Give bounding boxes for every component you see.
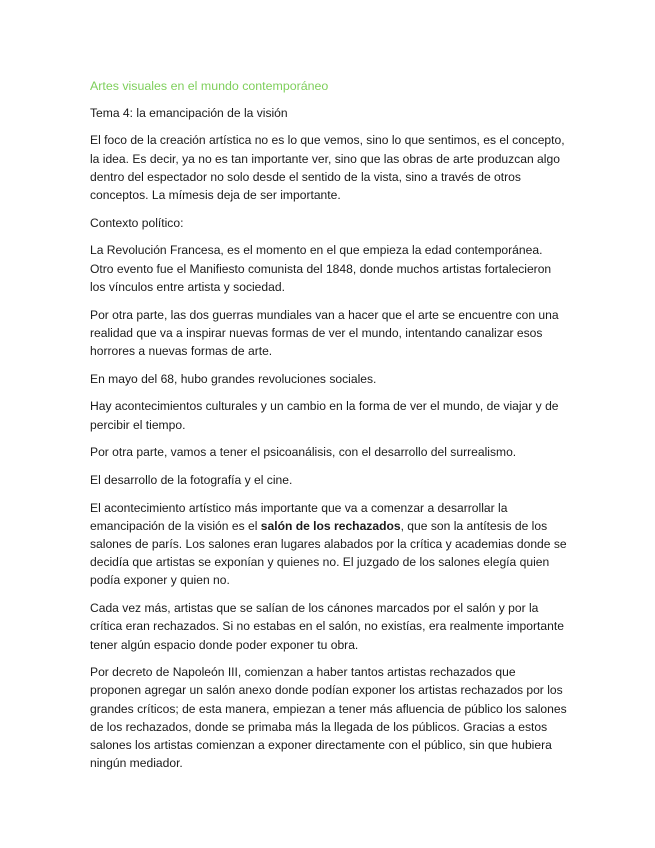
paragraph-intro: El foco de la creación artística no es lo que vemos, sino lo que sentimos, es el concepto, la idea. Es decir, ya no es tan importante ver, sino que las obras de arte produzcan algo dentro del espectador no solo desde el sentido de la vista, sino a través de otros conceptos. La mímesis deja de ser importante. bbox=[90, 133, 565, 203]
paragraph-psychoanalysis: Por otra parte, vamos a tener el psicoanálisis, con el desarrollo del surrealismo. bbox=[90, 445, 517, 460]
paragraph-world-wars: Por otra parte, las dos guerras mundiales van a hacer que el arte se encuentre con una realidad que va a inspirar nuevas formas de ver el mundo, intentando canalizar esos horrores a nuevas formas de arte. bbox=[90, 307, 559, 358]
document-page bbox=[90, 72, 568, 782]
paragraph-napoleon-decree: Por decreto de Napoleón III, comienzan a haber tantos artistas rechazados que proponen agregar un salón anexo donde podían exponer los artistas rechazados por los grandes críticos; de esta manera, empiezan a tener más afluencia de público los salones de los rechazados, donde se primaba más la llegada de los públicos. Gracias a estos salones los artistas comienzan a exponer directamente con el público, sin que hubiera ningún mediador. bbox=[90, 665, 567, 771]
paragraph-salon-text-b: , que son la antítesis de los salones de parís. Los salones eran lugares alabados por la crítica y academias donde se decidía que artistas se exponían y quienes no. El juzgado de los salones elegía quien podía exponer y quien no. bbox=[90, 518, 567, 588]
paragraph-context-heading: Contexto político: bbox=[90, 215, 184, 230]
paragraph-rejected-artists: Cada vez más, artistas que se salían de los cánones marcados por el salón y por la crítica eran rechazados. Si no estabas en el salón, no existías, era realmente importante tener algún espacio donde poder exponer tu obra. bbox=[90, 601, 564, 652]
document-subtitle: Tema 4: la emancipación de la visión bbox=[90, 106, 288, 121]
paragraph-french-revolution: La Revolución Francesa, es el momento en el que empieza la edad contemporánea. Otro evento fue el Manifiesto comunista del 1848, donde muchos artistas fortalecieron los vínculos entre artista y sociedad. bbox=[90, 243, 552, 294]
paragraph-photography-cinema: El desarrollo de la fotografía y el cine. bbox=[90, 472, 293, 487]
paragraph-salon-rechazados bbox=[90, 499, 568, 590]
paragraph-salon-text-a: El acontecimiento artístico más importante que va a comenzar a desarrollar la emancipación de la visión es el bbox=[90, 500, 508, 533]
salon-rechazados-bold: salón de los rechazados bbox=[260, 518, 401, 533]
paragraph-may-68: En mayo del 68, hubo grandes revoluciones sociales. bbox=[90, 371, 377, 386]
paragraph-cultural-events: Hay acontecimientos culturales y un cambio en la forma de ver el mundo, de viajar y de percibir el tiempo. bbox=[90, 399, 559, 432]
document-title: Artes visuales en el mundo contemporáneo bbox=[90, 79, 329, 93]
